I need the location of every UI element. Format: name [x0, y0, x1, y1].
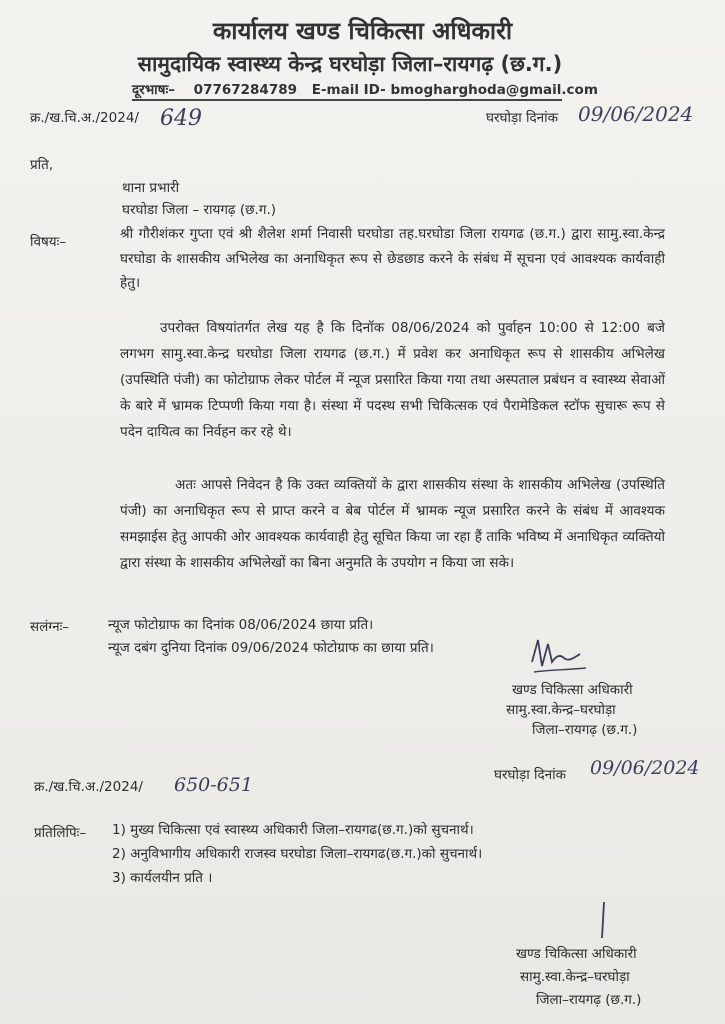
enclosure-item-1: न्यूज फोटोग्राफ का दिनांक 08/06/2024 छाया प्रति। [108, 617, 374, 633]
body-paragraph-1 [120, 315, 665, 445]
letter1-date: 09/06/2024 [578, 102, 694, 126]
office-subtitle: सामुदायिक स्वास्थ्य केन्द्र घरघोड़ा जिला–रायगढ़ (छ.ग.) [137, 52, 563, 76]
signature2-designation: खण्ड चिकित्सा अधिकारी [516, 946, 637, 962]
body-para1-text: उपरोक्त विषयांतर्गत लेख यह है कि दिनॉक 08/06/2024 को पुर्वाहन 10:00 से 12:00 बजे लगभग सामु.स्वा.केन्द्र घरघोडा जिला रायगढ (छ.ग.) में प्रवेश कर अनाधिकृत रूप से शासकीय अभिलेख (उपस्थिति पंजी) का फोटोग्राफ लेकर पोर्टल में न्यूज प्रसारित किया गया तथा अस्पताल प्रबंधन व स्वास्थ्य सेवाओं के बारे में भ्रामक टिप्पणी किया गया है। संस्था में पदस्थ सभी चिकित्सक एवं पैरामेडिकल स्टॉफ सुचारू रूप से पदेन दायित्व का निर्वहन कर रहे थे। [120, 320, 665, 440]
letter2-ref-prefix: क्र./ख.चि.अ./2024/ [34, 779, 143, 795]
to-line2: घरघोडा जिला – रायगढ़ (छ.ग.) [122, 202, 277, 218]
signature1-office: सामु.स्वा.केन्द्र–घरघोड़ा [506, 702, 616, 718]
body-para2-text: अतः आपसे निवेदन है कि उक्त व्यक्तियों के द्वारा शासकीय संस्था के शासकीय अभिलेख (उपस्थिति पंजी) का अनाधिकृत रूप से प्राप्त करने व बेब पोर्टल में भ्रामक न्यूज प्रसारित करने के संबंध में आवश्यक समझाईस हेतु आपकी ओर आवश्यक कार्यवाही हेतु सूचित किया जा रहा हैं ताकि भविष्य में अनाधिकृत व्यक्तियो द्वारा संस्था के शासकीय अभिलेखों का बिना अनुमति के उपयोग न किया जा सके। [120, 477, 665, 571]
signature-stroke-2 [596, 900, 616, 940]
email-label: E-mail ID- [311, 82, 386, 98]
to-line1: थाना प्रभारी [122, 180, 180, 196]
contact-underline [132, 99, 562, 101]
body-paragraph-2 [120, 472, 665, 576]
to-label: प्रति, [30, 157, 54, 173]
signature-scribble-1 [524, 632, 594, 682]
subject-text [120, 222, 665, 296]
enclosure-item-2: न्यूज दबंग दुनिया दिनांक 09/06/2024 फोटोग्राफ का छाया प्रति। [108, 640, 434, 656]
copy-to-item-3: 3) कार्यलयीन प्रति । [112, 870, 213, 886]
enclosures-label: सलंग्नः– [30, 619, 70, 635]
copy-to-label: प्रतिलिपिः– [34, 825, 87, 841]
office-title: कार्यालय खण्ड चिकित्सा अधिकारी [212, 17, 513, 45]
copy-to-item-1: 1) मुख्य चिकित्सा एवं स्वास्थ्य अधिकारी जिला–रायगढ(छ.ग.)को सुचनार्थ। [112, 822, 474, 838]
letter2-date-label: घरघोड़ा दिनांक [494, 767, 567, 783]
signature2-district: जिला–रायगढ़ (छ.ग.) [536, 992, 642, 1008]
signature1-district: जिला–रायगढ़ (छ.ग.) [532, 722, 638, 738]
letter1-ref-number: 649 [160, 106, 202, 131]
signature2-office: सामु.स्वा.केन्द्र–घरघोड़ा [520, 969, 630, 985]
letter1-date-label: घरघोड़ा दिनांक [486, 110, 559, 126]
phone-label: दूरभाषः– [132, 82, 175, 98]
email-address: bmogharghoda@gmail.com [390, 82, 598, 98]
signature1-designation: खण्ड चिकित्सा अधिकारी [512, 682, 633, 698]
subject-label: विषयः– [30, 234, 67, 250]
letter2-date: 09/06/2024 [590, 757, 700, 779]
subject-paragraph: श्री गौरीशंकर गुप्ता एवं श्री शैलेश शर्मा निवासी घरघोडा तह.घरघोडा जिला रायगढ (छ.ग.) द्वारा सामु.स्वा.केन्द्र घरघोडा के शासकीय अभिलेख का अनाधिकृत रूप से छेडछाड करने के संबंध में सूचना एवं आवश्यक कार्यवाही हेतु। [120, 226, 665, 291]
letter1-ref-prefix: क्र./ख.चि.अ./2024/ [30, 110, 139, 126]
letter2-ref-number: 650-651 [174, 774, 253, 796]
letter1-ref [30, 108, 139, 126]
phone-number: 07767284789 [193, 82, 297, 98]
copy-to-item-2: 2) अनुविभागीय अधिकारी राजस्व घरघोडा जिला–रायगढ(छ.ग.)को सुचनार्थ। [112, 846, 483, 862]
contact-line [132, 80, 598, 98]
